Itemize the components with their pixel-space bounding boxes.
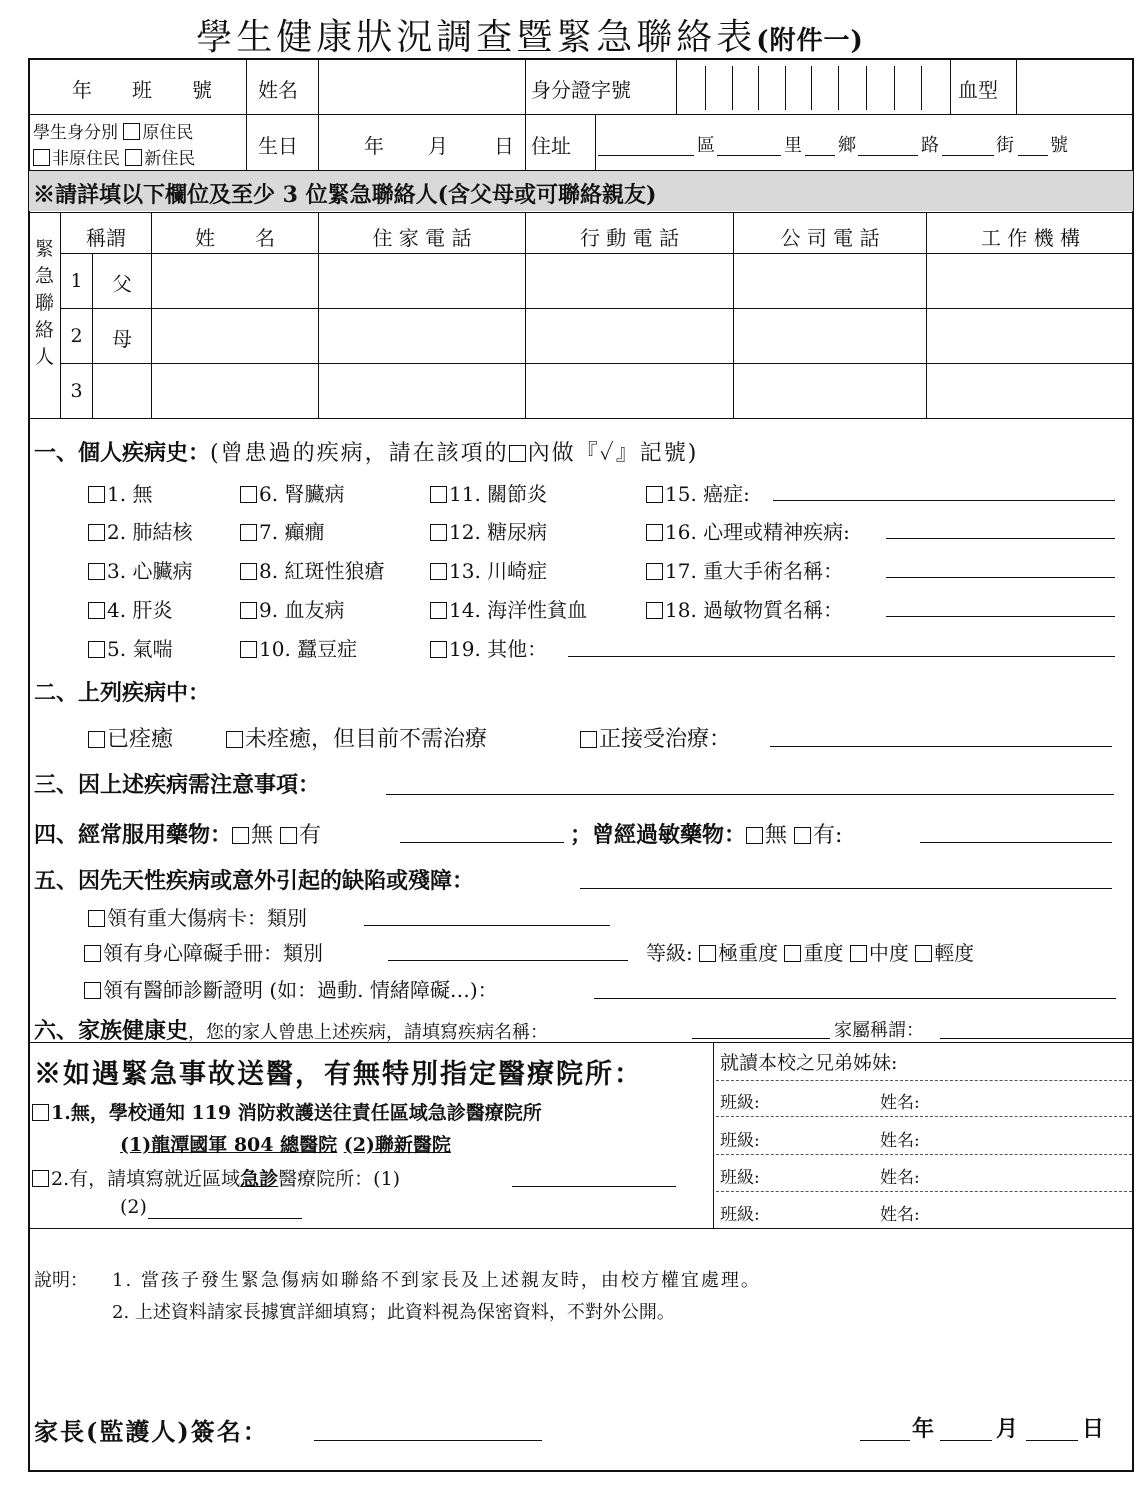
address-label: 住址: [531, 134, 571, 158]
sec1-note-end: 內做『✓』記號): [527, 441, 699, 466]
form-frame: [28, 58, 1134, 1472]
sibling-name: 姓名:: [880, 1093, 920, 1113]
option-not-cured[interactable]: 未痊癒，但目前不需治療: [226, 722, 487, 753]
sibling-name: 姓名:: [880, 1131, 920, 1151]
siblings-heading: 就讀本校之兄弟姊妹:: [720, 1052, 898, 1074]
class-number-label: 年 班 號: [72, 78, 212, 102]
sign-month: 月: [996, 1416, 1019, 1442]
name-label: 姓名: [258, 78, 298, 102]
row-number: 2: [70, 325, 83, 347]
sec2-heading: 二、上列疾病中：: [34, 680, 211, 706]
sibling-class: 班級:: [720, 1131, 760, 1151]
disease-item[interactable]: 8. 紅斑性狼瘡: [240, 555, 384, 584]
disease-item[interactable]: 10. 蠶豆症: [240, 633, 357, 662]
disease-item[interactable]: 1. 無: [88, 478, 152, 507]
blood-type-label: 血型: [958, 78, 998, 102]
option-cured[interactable]: 已痊癒: [88, 722, 173, 753]
blood-type-field[interactable]: [1020, 64, 1128, 108]
checkbox[interactable]: [232, 827, 249, 844]
sibling-name: 姓名:: [880, 1168, 920, 1188]
checkbox[interactable]: [794, 827, 811, 844]
sec5-heading: 五、因先天性疾病或意外引起的缺陷或殘障：: [34, 868, 475, 894]
signature-line[interactable]: [314, 1440, 542, 1441]
col-name: 姓 名: [195, 226, 275, 250]
sec4-heading: 四、經常服用藥物：: [34, 822, 233, 848]
disease-item[interactable]: 15. 癌症:: [646, 478, 750, 507]
option-disability-handbook[interactable]: 領有身心障礙手冊：類別: [84, 937, 323, 966]
sec1-heading: 一、個人疾病史：: [34, 440, 211, 466]
addr-no: 號: [1050, 135, 1068, 156]
sibling-class: 班級:: [720, 1093, 760, 1113]
birth-day-label: 日: [494, 134, 514, 158]
checkbox[interactable]: [123, 123, 140, 140]
col-relation: 稱謂: [86, 226, 126, 250]
checkbox[interactable]: [699, 945, 716, 962]
birthday-label: 生日: [258, 134, 298, 158]
sign-year: 年: [912, 1416, 935, 1442]
checkbox-sample: [509, 445, 526, 462]
new-resident-option: 新住民: [144, 149, 196, 169]
note-2: 2. 上述資料請家長據實詳細填寫；此資料視為保密資料，不對外公開。: [112, 1302, 675, 1323]
birth-year-label: 年: [364, 134, 384, 158]
form-title: 學生健康狀況調查暨緊急聯絡表(附件一): [196, 17, 864, 58]
sec1-note: (曾患過的疾病，請在該項的: [210, 441, 509, 466]
sec6-text: ，您的家人曾患上述疾病，請填寫疾病名稱：: [188, 1022, 549, 1043]
hospital-option-none[interactable]: 1.無，學校通知 119 消防救護送往責任區域急診醫療院所: [32, 1098, 542, 1125]
disease-item[interactable]: 9. 血友病: [240, 594, 344, 623]
hospital-heading: ※如遇緊急事故送醫，有無特別指定醫療院所：: [34, 1059, 643, 1090]
sibling-class: 班級:: [720, 1205, 760, 1225]
signature-label: 家長(監護人)簽名：: [34, 1417, 269, 1446]
non-aboriginal-option: 非原住民: [52, 149, 120, 169]
option-doctor-diagnosis[interactable]: 領有醫師診斷證明 (如：過動. 情緒障礙…)：: [84, 974, 498, 1003]
row-relation: 母: [112, 327, 132, 351]
option-major-illness-card[interactable]: 領有重大傷病卡：類別: [88, 902, 307, 931]
disease-item[interactable]: 18. 過敏物質名稱：: [646, 594, 843, 623]
contact-side-label: 緊 急 聯 絡 人: [35, 238, 55, 368]
sign-day: 日: [1082, 1416, 1105, 1442]
option-in-treatment[interactable]: 正接受治療：: [580, 722, 731, 753]
contact-notice: ※請詳填以下欄位及至少 3 位緊急聯絡人(含父母或可聯絡親友): [33, 182, 657, 208]
hospital-2: (2)聯新醫院: [343, 1134, 451, 1156]
disease-item[interactable]: 14. 海洋性貧血: [430, 594, 587, 623]
row-number: 3: [70, 380, 83, 402]
addr-district: 區: [697, 135, 715, 156]
disease-item[interactable]: 7. 癲癇: [240, 516, 324, 545]
disease-item[interactable]: 5. 氣喘: [88, 633, 172, 662]
allergy-drug-label: 曾經過敏藥物：: [592, 822, 747, 848]
hospital-1: (1)龍潭國軍 804 總醫院: [120, 1134, 338, 1156]
col-office-phone: 公 司 電 話: [780, 226, 880, 250]
disease-item[interactable]: 13. 川崎症: [430, 555, 547, 584]
disease-item[interactable]: 11. 關節炎: [430, 478, 547, 507]
disease-item[interactable]: 19. 其他：: [430, 633, 547, 662]
disease-item[interactable]: 16. 心理或精神疾病:: [646, 516, 850, 545]
col-home-phone: 住 家 電 話: [372, 226, 472, 250]
level-label: 等級:: [646, 941, 693, 965]
sec6-heading: 六、家族健康史: [34, 1018, 189, 1044]
disease-item[interactable]: 12. 糖尿病: [430, 516, 547, 545]
col-mobile: 行 動 電 話: [579, 226, 680, 250]
checkbox[interactable]: [125, 149, 142, 166]
checkbox[interactable]: [850, 945, 867, 962]
checkbox[interactable]: [784, 945, 801, 962]
row-number: 1: [70, 270, 83, 292]
identity-label: 學生身分別: [33, 123, 118, 143]
name-field[interactable]: [332, 64, 520, 108]
notes-label: 說明：: [34, 1270, 88, 1291]
disease-item[interactable]: 17. 重大手術名稱：: [646, 555, 843, 584]
col-employer: 工 作 機 構: [980, 226, 1081, 250]
checkbox[interactable]: [746, 827, 763, 844]
hospital-option-yes[interactable]: 2.有，請填寫就近區域急診醫療院所：(1): [32, 1164, 400, 1191]
addr-xiang: 鄉: [838, 135, 856, 156]
checkbox[interactable]: [915, 945, 932, 962]
disease-item[interactable]: 6. 腎臟病: [240, 478, 344, 507]
aboriginal-option: 原住民: [142, 123, 194, 143]
sec3-heading: 三、因上述疾病需注意事項：: [34, 772, 321, 798]
disease-item[interactable]: 3. 心臟病: [88, 555, 192, 584]
addr-street: 街: [996, 135, 1014, 156]
addr-li: 里: [784, 135, 802, 156]
id-number-label: 身分證字號: [531, 78, 631, 102]
family-relation-label: 家屬稱謂：: [834, 1020, 924, 1041]
addr-road: 路: [921, 135, 939, 156]
sibling-name: 姓名:: [880, 1205, 920, 1225]
checkbox[interactable]: [280, 827, 297, 844]
hospital-option-yes-2: (2): [120, 1196, 147, 1218]
form-title-suffix: (附件一): [756, 26, 864, 56]
birth-month-label: 月: [428, 134, 448, 158]
row-relation: 父: [112, 272, 132, 296]
checkbox[interactable]: [33, 149, 50, 166]
note-1: 1. 當孩子發生緊急傷病如聯絡不到家長及上述親友時，由校方權宜處理。: [112, 1270, 761, 1291]
sibling-class: 班級:: [720, 1168, 760, 1188]
disease-item[interactable]: 2. 肺結核: [88, 516, 192, 545]
disease-item[interactable]: 4. 肝炎: [88, 594, 172, 623]
